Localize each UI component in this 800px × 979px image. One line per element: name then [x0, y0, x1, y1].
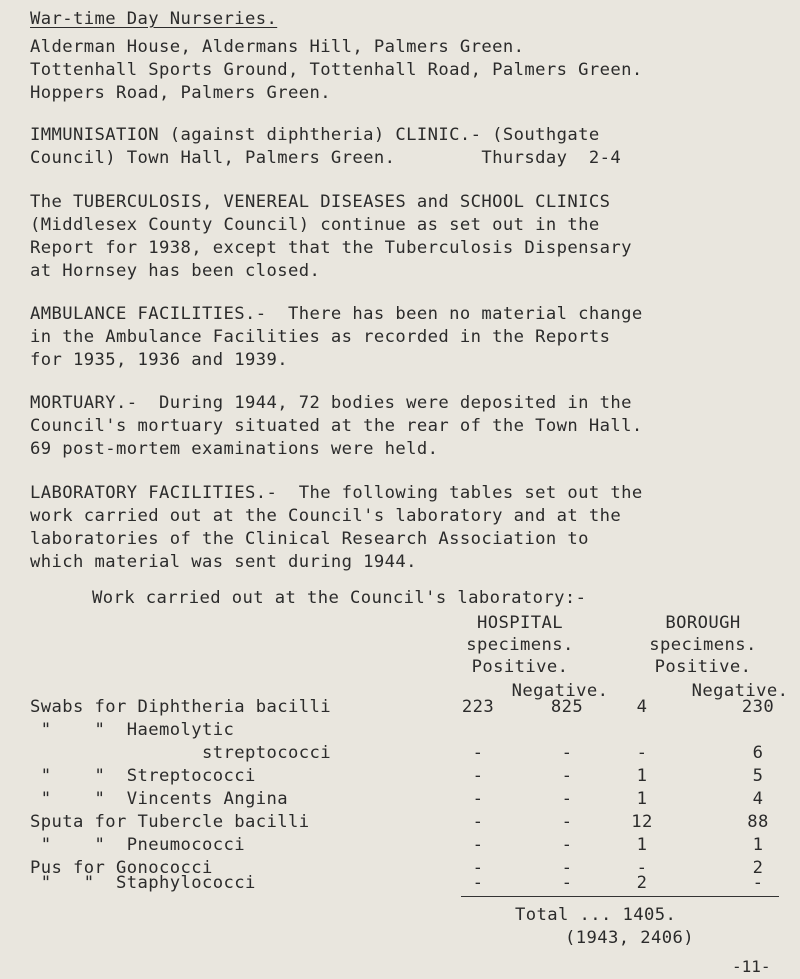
borough-positive-cell: - [636, 743, 648, 763]
laboratory-paragraph: work carried out at the Council's laboratory and at the [30, 506, 622, 526]
borough-negative-cell: 1 [752, 835, 764, 855]
hospital-negative-cell: - [561, 835, 573, 855]
table-total: Total ... 1405. [515, 905, 677, 925]
hospital-negative-cell: - [561, 766, 573, 786]
mortuary-paragraph: MORTUARY.- During 1944, 72 bodies were deposited in the [30, 393, 632, 413]
tuberculosis-paragraph: Report for 1938, except that the Tuberculosis Dispensary [30, 238, 632, 258]
borough-positive-cell: 1 [636, 835, 648, 855]
hospital-positive-cell: - [472, 835, 484, 855]
hospital-negative-cell: - [561, 812, 573, 832]
nursery-line: Alderman House, Aldermans Hill, Palmers Green. [30, 37, 525, 57]
borough-column-header: BOROUGH specimens. Positive. [649, 613, 757, 677]
ambulance-paragraph: in the Ambulance Facilities as recorded in the Reports [30, 327, 611, 347]
borough-negative-header: Negative. [691, 681, 789, 701]
hospital-negative-cell: - [561, 873, 573, 893]
immunisation-paragraph: IMMUNISATION (against diphtheria) CLINIC.- (Southgate [30, 125, 600, 145]
borough-positive-cell: - [636, 858, 648, 878]
row-label: Pus for Gonococci [30, 858, 213, 878]
row-label: " " Streptococci [30, 766, 256, 786]
section-heading: War-time Day Nurseries. [30, 9, 278, 29]
hospital-negative-header: Negative. [511, 681, 609, 701]
table-title: Work carried out at the Council's laboratory:- [92, 588, 587, 608]
table-row [0, 720, 800, 743]
hospital-positive-cell: 223 [461, 697, 495, 717]
immunisation-paragraph: Council) Town Hall, Palmers Green. Thursday 2-4 [30, 148, 622, 168]
hospital-column-header: HOSPITAL specimens. Positive. [466, 613, 574, 677]
table-row [0, 873, 800, 896]
row-label: " " Haemolytic [30, 720, 235, 740]
hospital-negative-cell: 825 [550, 697, 584, 717]
hospital-positive-cell: - [472, 766, 484, 786]
borough-positive-cell: 4 [636, 697, 648, 717]
hospital-negative-cell: - [561, 858, 573, 878]
borough-negative-cell: 6 [752, 743, 764, 763]
hospital-positive-cell: - [472, 812, 484, 832]
tuberculosis-paragraph: The TUBERCULOSIS, VENEREAL DISEASES and SCHOOL CLINICS [30, 192, 611, 212]
table-row [0, 766, 800, 789]
nursery-line: Tottenhall Sports Ground, Tottenhall Road, Palmers Green. [30, 60, 643, 80]
borough-negative-cell: 2 [752, 858, 764, 878]
laboratory-paragraph: laboratories of the Clinical Research Association to [30, 529, 589, 549]
hospital-positive-cell: - [472, 873, 484, 893]
borough-negative-cell: 5 [752, 766, 764, 786]
borough-negative-cell: - [752, 873, 764, 893]
hospital-positive-cell: - [472, 743, 484, 763]
row-label: " " Vincents Angina [30, 789, 288, 809]
nursery-line: Hoppers Road, Palmers Green. [30, 83, 331, 103]
table-row [0, 835, 800, 858]
row-label: " " Staphylococci [30, 873, 256, 893]
row-label: " " Pneumococci [30, 835, 245, 855]
table-row [0, 812, 800, 835]
borough-positive-cell: 1 [636, 766, 648, 786]
borough-positive-cell: 1 [636, 789, 648, 809]
table-row [0, 789, 800, 812]
ambulance-paragraph: AMBULANCE FACILITIES.- There has been no material change [30, 304, 643, 324]
laboratory-paragraph: which material was sent during 1944. [30, 552, 417, 572]
row-label: streptococci [30, 743, 331, 763]
table-row [0, 743, 800, 766]
ambulance-paragraph: for 1935, 1936 and 1939. [30, 350, 288, 370]
borough-negative-cell: 88 [747, 812, 769, 832]
borough-negative-cell: 4 [752, 789, 764, 809]
laboratory-paragraph: LABORATORY FACILITIES.- The following tables set out the [30, 483, 643, 503]
tuberculosis-paragraph: at Hornsey has been closed. [30, 261, 321, 281]
borough-negative-cell: 230 [741, 697, 775, 717]
hospital-negative-cell: - [561, 789, 573, 809]
hospital-negative-cell: - [561, 743, 573, 763]
page-number: -11- [732, 957, 771, 976]
borough-positive-cell: 12 [631, 812, 653, 832]
total-rule [461, 896, 779, 897]
mortuary-paragraph: 69 post-mortem examinations were held. [30, 439, 439, 459]
mortuary-paragraph: Council's mortuary situated at the rear of the Town Hall. [30, 416, 643, 436]
hospital-positive-cell: - [472, 858, 484, 878]
tuberculosis-paragraph: (Middlesex County Council) continue as set out in the [30, 215, 600, 235]
previous-year-total: (1943, 2406) [565, 928, 694, 948]
table-row [0, 697, 800, 720]
row-label: Swabs for Diphtheria bacilli [30, 697, 331, 717]
borough-positive-cell: 2 [636, 873, 648, 893]
hospital-positive-cell: - [472, 789, 484, 809]
row-label: Sputa for Tubercle bacilli [30, 812, 310, 832]
